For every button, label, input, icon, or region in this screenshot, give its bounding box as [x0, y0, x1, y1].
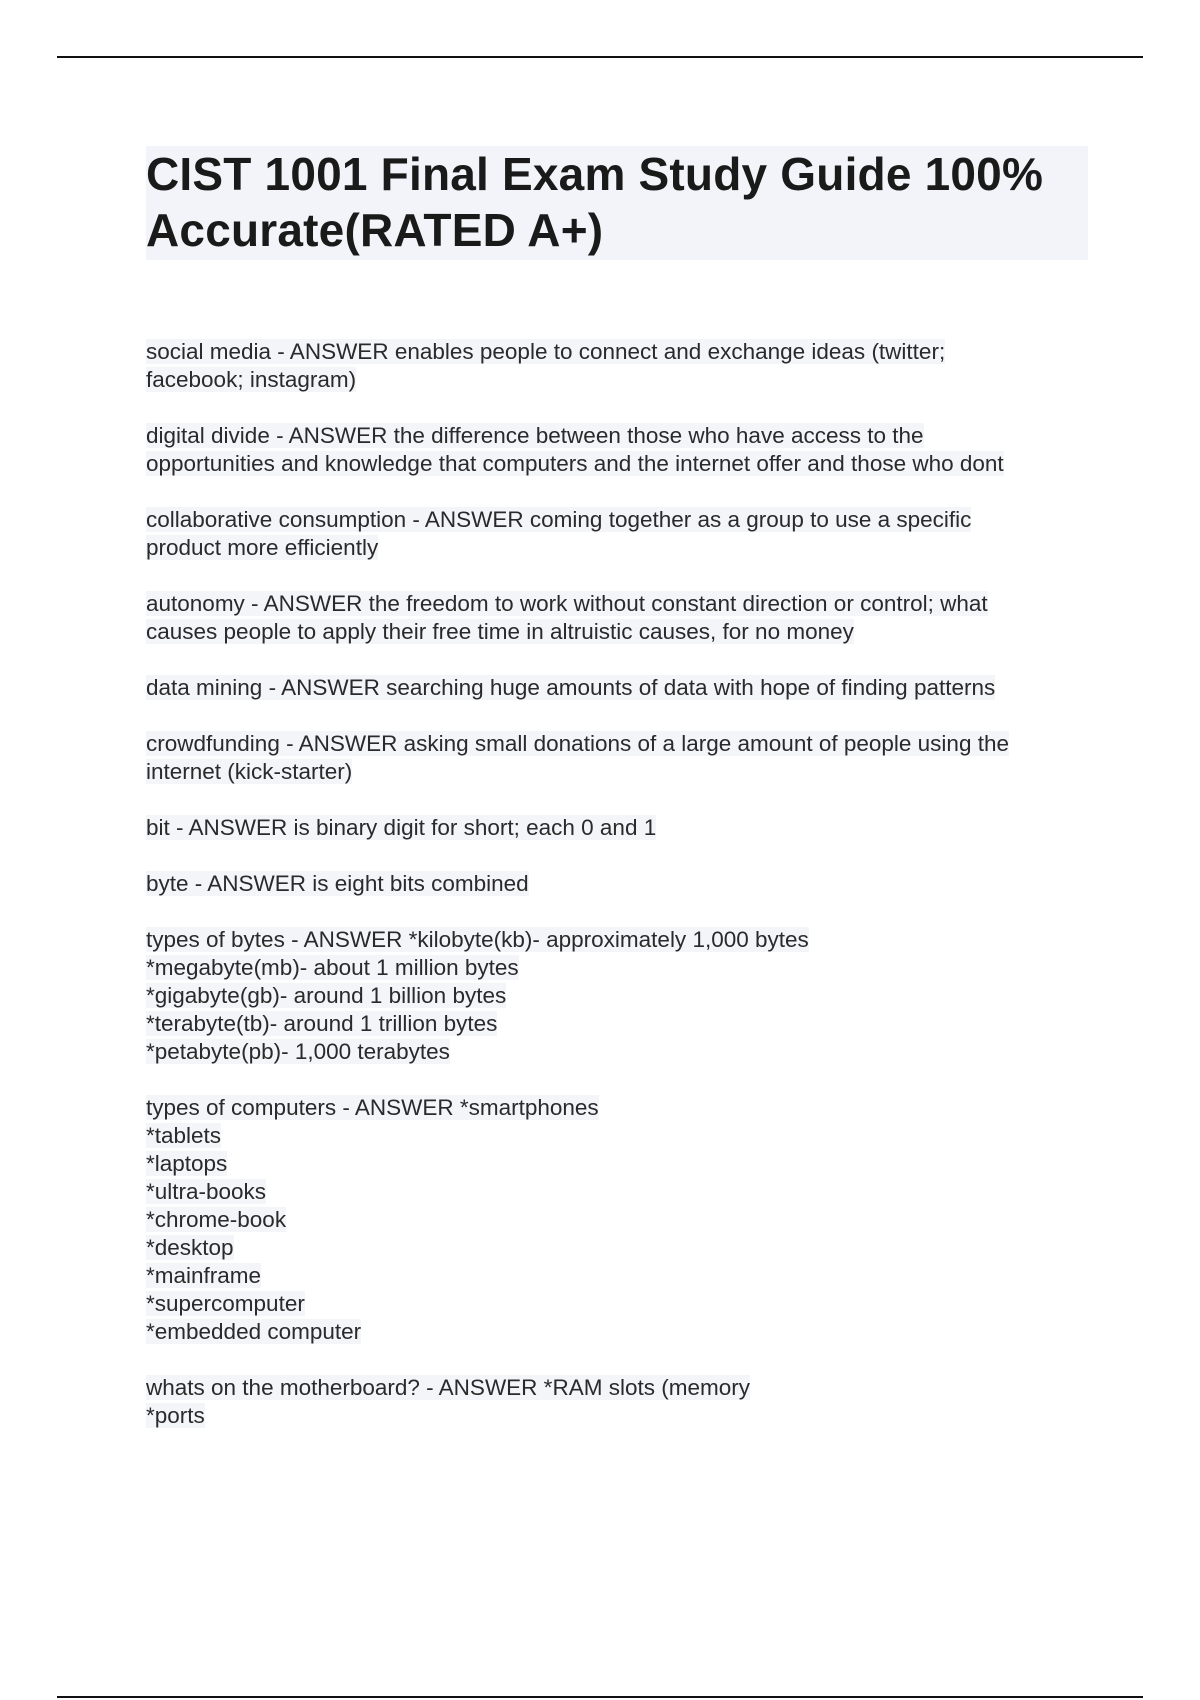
- entry-line: data mining - ANSWER searching huge amounts of data with hope of finding patterns: [146, 675, 996, 700]
- entry-line: *ultra-books: [146, 1179, 267, 1204]
- entry-line: *gigabyte(gb)- around 1 billion bytes: [146, 983, 507, 1008]
- entry-line: *desktop: [146, 1235, 234, 1260]
- title-block: [146, 146, 1088, 260]
- entry-line: *laptops: [146, 1151, 228, 1176]
- entry-line: social media - ANSWER enables people to connect and exchange ideas (twitter;: [146, 339, 946, 364]
- entry-social-media: [146, 338, 1096, 394]
- entry-bit: [146, 814, 1096, 842]
- entry-data-mining: [146, 674, 1096, 702]
- entry-line: types of bytes - ANSWER *kilobyte(kb)- approximately 1,000 bytes: [146, 927, 809, 952]
- entry-line: internet (kick-starter): [146, 759, 353, 784]
- entry-line: *mainframe: [146, 1263, 262, 1288]
- entry-byte: [146, 870, 1096, 898]
- entry-line: facebook; instagram): [146, 367, 357, 392]
- top-rule: [57, 56, 1143, 58]
- entry-line: whats on the motherboard? - ANSWER *RAM slots (memory: [146, 1375, 750, 1400]
- entry-digital-divide: [146, 422, 1096, 478]
- entry-line: causes people to apply their free time in altruistic causes, for no money: [146, 619, 854, 644]
- entry-types-of-computers: [146, 1094, 1096, 1346]
- page-title-line: CIST 1001 Final Exam Study Guide 100%: [146, 148, 1044, 200]
- bottom-rule: [57, 1696, 1143, 1698]
- entry-line: bit - ANSWER is binary digit for short; each 0 and 1: [146, 815, 657, 840]
- entry-motherboard: [146, 1374, 1096, 1430]
- entry-line: *terabyte(tb)- around 1 trillion bytes: [146, 1011, 498, 1036]
- entry-line: product more efficiently: [146, 535, 379, 560]
- study-entries: [146, 338, 1096, 1458]
- entry-line: collaborative consumption - ANSWER coming together as a group to use a specific: [146, 507, 972, 532]
- entry-line: *tablets: [146, 1123, 222, 1148]
- page-title: [146, 146, 1088, 258]
- entry-line: opportunities and knowledge that computers and the internet offer and those who dont: [146, 451, 1004, 476]
- entry-collaborative-consumption: [146, 506, 1096, 562]
- entry-line: *petabyte(pb)- 1,000 terabytes: [146, 1039, 450, 1064]
- entry-line: *megabyte(mb)- about 1 million bytes: [146, 955, 519, 980]
- entry-line: *chrome-book: [146, 1207, 287, 1232]
- entry-types-of-bytes: [146, 926, 1096, 1066]
- entry-line: byte - ANSWER is eight bits combined: [146, 871, 529, 896]
- page-title-line: Accurate(RATED A+): [146, 204, 604, 256]
- entry-crowdfunding: [146, 730, 1096, 786]
- entry-line: *embedded computer: [146, 1319, 362, 1344]
- entry-line: autonomy - ANSWER the freedom to work without constant direction or control; what: [146, 591, 988, 616]
- entry-autonomy: [146, 590, 1096, 646]
- entry-line: digital divide - ANSWER the difference between those who have access to the: [146, 423, 924, 448]
- entry-line: types of computers - ANSWER *smartphones: [146, 1095, 599, 1120]
- entry-line: *ports: [146, 1403, 205, 1428]
- entry-line: crowdfunding - ANSWER asking small donations of a large amount of people using the: [146, 731, 1009, 756]
- entry-line: *supercomputer: [146, 1291, 305, 1316]
